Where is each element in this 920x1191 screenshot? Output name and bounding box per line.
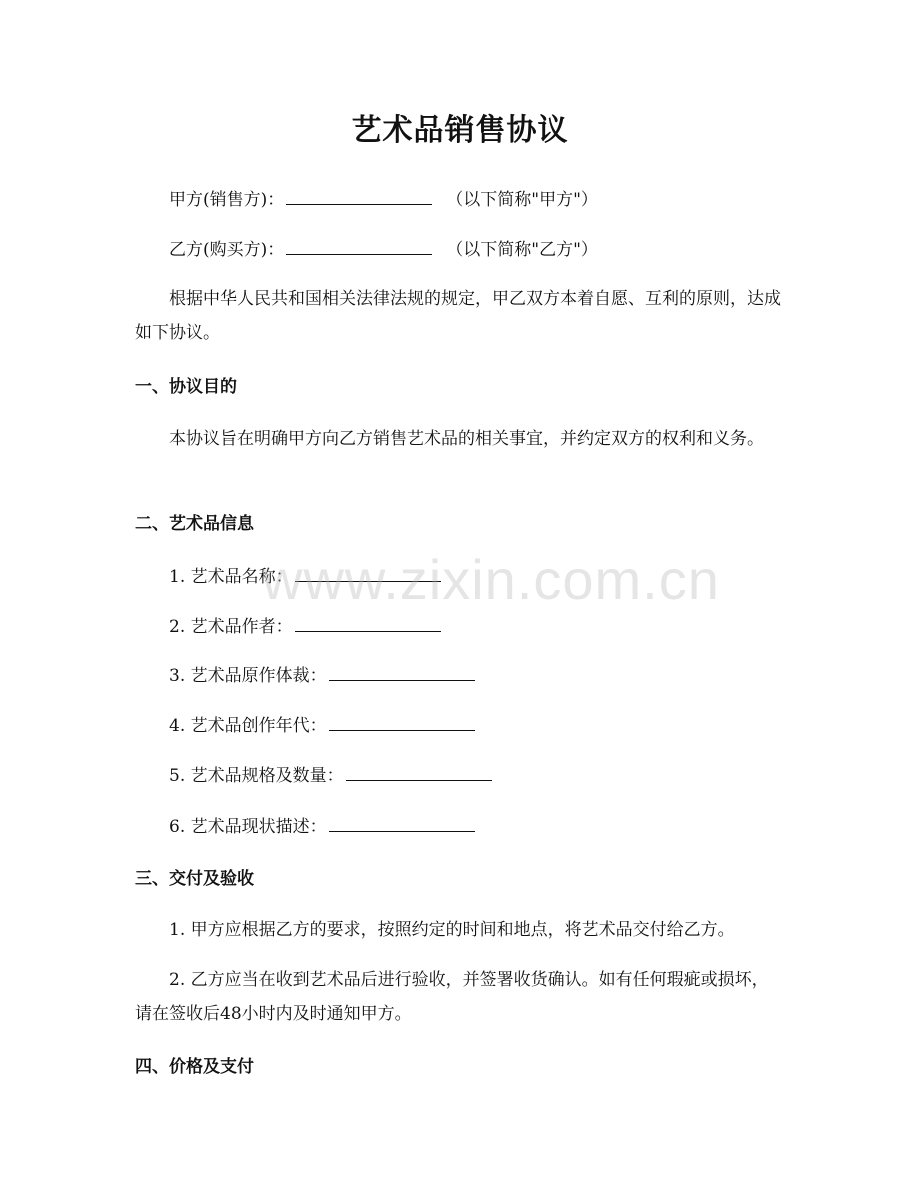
intro-paragraph: 根据中华人民共和国相关法律法规的规定，甲乙双方本着自愿、互利的原则，达成如下协议。 bbox=[135, 289, 781, 343]
party-b-label: 乙方(购买方)： bbox=[169, 240, 285, 260]
section-heading-price: 四、价格及支付 bbox=[135, 1057, 254, 1077]
section-heading-delivery: 三、交付及验收 bbox=[135, 869, 254, 889]
artwork-item bbox=[135, 810, 477, 844]
party-b-blank bbox=[286, 234, 432, 255]
artwork-item-label: 5. 艺术品规格及数量： bbox=[169, 766, 344, 786]
artwork-item-label: 2. 艺术品作者： bbox=[169, 617, 293, 637]
artwork-item-blank bbox=[329, 710, 475, 731]
party-b-note: （以下简称"乙方"） bbox=[446, 240, 598, 260]
artwork-item bbox=[135, 709, 477, 743]
artwork-item bbox=[135, 659, 477, 693]
delivery-paragraph: 2. 乙方应当在收到艺术品后进行验收，并签署收货确认。如有任何瑕疵或损坏，请在签收后48小时内及时通知甲方。 bbox=[135, 970, 769, 1024]
artwork-item-blank bbox=[346, 760, 492, 781]
watermark: www.zixin.com.cn bbox=[262, 548, 720, 611]
artwork-item-blank bbox=[329, 660, 475, 681]
artwork-item bbox=[135, 759, 494, 793]
delivery-paragraph: 1. 甲方应根据乙方的要求，按照约定的时间和地点，将艺术品交付给乙方。 bbox=[169, 920, 735, 940]
party-a-note: （以下简称"甲方"） bbox=[446, 190, 598, 210]
artwork-item bbox=[135, 610, 443, 644]
purpose-paragraph: 本协议旨在明确甲方向乙方销售艺术品的相关事宜，并约定双方的权利和义务。 bbox=[169, 429, 764, 449]
artwork-item-label: 1. 艺术品名称： bbox=[169, 567, 293, 587]
artwork-item-label: 3. 艺术品原作体裁： bbox=[169, 666, 327, 686]
section-heading-artwork-info: 二、艺术品信息 bbox=[135, 514, 254, 534]
artwork-item-label: 6. 艺术品现状描述： bbox=[169, 817, 327, 837]
document-title: 艺术品销售协议 bbox=[351, 113, 569, 148]
party-a-label: 甲方(销售方)： bbox=[169, 190, 285, 210]
party-b-line bbox=[135, 233, 598, 267]
party-a-line bbox=[135, 183, 598, 217]
party-a-blank bbox=[286, 184, 432, 205]
section-heading-purpose: 一、协议目的 bbox=[135, 377, 237, 397]
artwork-item-label: 4. 艺术品创作年代： bbox=[169, 716, 327, 736]
artwork-item-blank bbox=[329, 811, 475, 832]
